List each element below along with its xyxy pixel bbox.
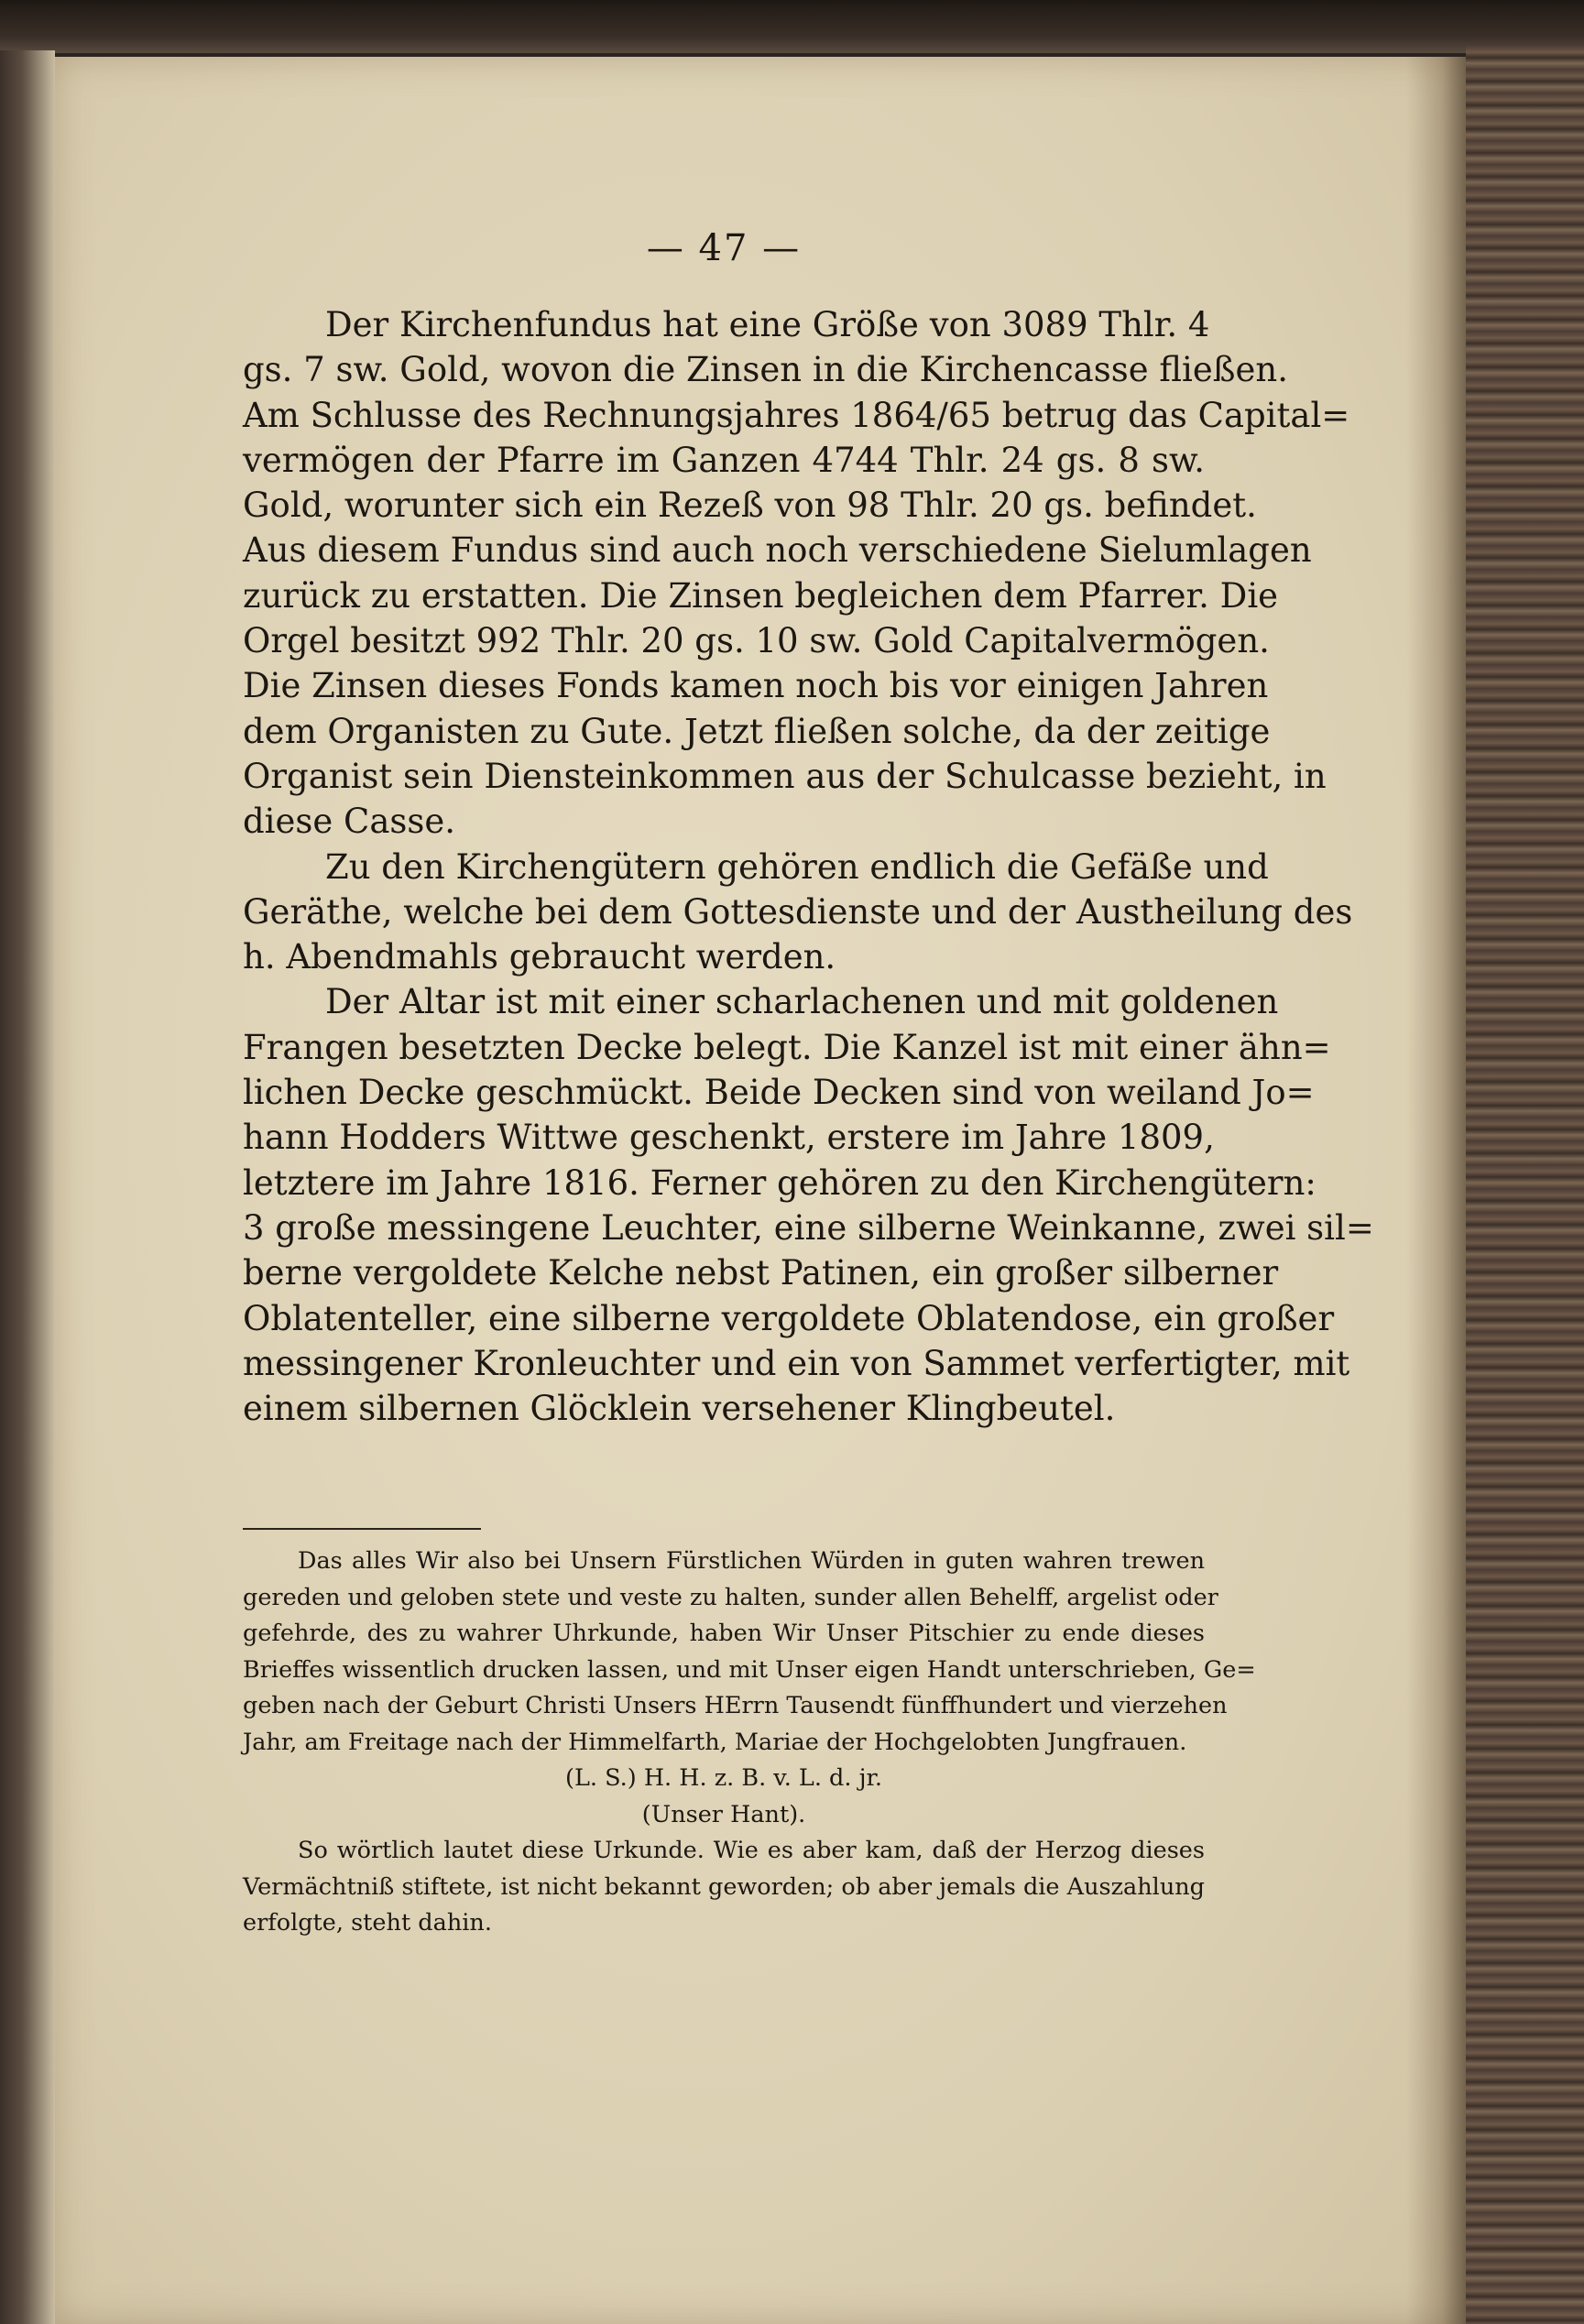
footnote-line: (L. S.) H. H. z. B. v. L. d. jr.	[565, 1764, 882, 1792]
footnote-line: Vermächtniß stiftete, ist nicht bekannt geworden; ob aber jemals die Auszahlung	[243, 1872, 1205, 1901]
left-page-edge	[0, 50, 55, 2324]
text-line: lichen Decke geschmückt. Beide Decken sind von weiland Jo=	[243, 1073, 1315, 1113]
text-line: Der Altar ist mit einer scharlachenen und mit goldenen	[325, 982, 1279, 1022]
book-cover-edge	[1466, 46, 1584, 2324]
text-line: Der Kirchenfundus hat eine Größe von 3089 Thlr. 4	[325, 305, 1210, 344]
text-line: messingener Kronleuchter und ein von Sammet verfertigter, mit	[243, 1343, 1350, 1383]
text-line: Gold, worunter sich ein Rezeß von 98 Thlr. 20 gs. befindet.	[243, 486, 1257, 526]
text-line: zurück zu erstatten. Die Zinsen begleichen dem Pfarrer. Die	[243, 575, 1279, 616]
text-line: Die Zinsen dieses Fonds kamen noch bis vor einigen Jahren	[243, 666, 1269, 706]
text-line: Zu den Kirchengütern gehören endlich die Gefäße und	[325, 846, 1269, 887]
text-line: Am Schlusse des Rechnungsjahres 1864/65 betrug das Capital=	[243, 395, 1350, 435]
text-line: Organist sein Diensteinkommen aus der Schulcasse bezieht, in	[243, 756, 1327, 796]
text-line: Aus diesem Fundus sind auch noch verschiedene Sielumlagen	[243, 530, 1312, 571]
text-line: 3 große messingene Leuchter, eine silberne Weinkanne, zwei sil=	[243, 1207, 1374, 1248]
footnote-line: Brieffes wissentlich drucken lassen, und mit Unser eigen Handt unterschrieben, Ge=	[243, 1655, 1256, 1684]
text-line: Geräthe, welche bei dem Gottesdienste und der Austheilung des	[243, 891, 1353, 932]
footnote-block	[243, 1544, 1256, 1942]
main-text-block	[243, 302, 1374, 1431]
top-edge	[0, 0, 1584, 53]
text-line: gs. 7 sw. Gold, wovon die Zinsen in die Kirchencasse fließen.	[243, 350, 1288, 390]
footnote-line: Jahr, am Freitage nach der Himmelfarth, Mariae der Hochgelobten Jungfrauen.	[243, 1728, 1187, 1756]
text-line: vermögen der Pfarre im Ganzen 4744 Thlr. 24 gs. 8 sw.	[243, 440, 1205, 480]
footnote-line: gefehrde, des zu wahrer Uhrkunde, haben Wir Unser Pitschier zu ende dieses	[243, 1620, 1205, 1647]
text-line: Oblatenteller, eine silberne vergoldete Oblatendose, ein großer	[243, 1298, 1335, 1338]
footnote-line: geben nach der Geburt Christi Unsers HErrn Tausendt fünffhundert und vierzehen	[243, 1692, 1228, 1719]
text-line: diese Casse.	[243, 802, 456, 842]
text-line: hann Hodders Wittwe geschenkt, erstere im Jahre 1809,	[243, 1118, 1215, 1158]
text-line: Frangen besetzten Decke belegt. Die Kanzel ist mit einer ähn=	[243, 1027, 1331, 1067]
footnote-line: gereden und geloben stete und veste zu halten, sunder allen Behelff, argelist oder	[243, 1583, 1218, 1611]
text-line: berne vergoldete Kelche nebst Patinen, ein großer silberner	[243, 1253, 1279, 1293]
footnote-rule	[243, 1528, 481, 1530]
text-line: h. Abendmahls gebraucht werden.	[243, 937, 836, 977]
footnote-line: (Unser Hant).	[641, 1800, 806, 1828]
footnote-line: So wörtlich lautet diese Urkunde. Wie es aber kam, daß der Herzog dieses	[298, 1837, 1205, 1864]
footnote-line: Das alles Wir also bei Unsern Fürstlichen Würden in guten wahren trewen	[298, 1547, 1205, 1575]
page-number: — 47 —	[646, 227, 802, 269]
text-line: Orgel besitzt 992 Thlr. 20 gs. 10 sw. Gold Capitalvermögen.	[243, 621, 1270, 661]
text-line: einem silbernen Glöcklein versehener Klingbeutel.	[243, 1389, 1116, 1429]
page-fold-shadow	[1406, 57, 1466, 2324]
text-line: dem Organisten zu Gute. Jetzt fließen solche, da der zeitige	[243, 711, 1271, 751]
text-line: letztere im Jahre 1816. Ferner gehören zu den Kirchengütern:	[243, 1162, 1316, 1203]
footnote-line: erfolgte, steht dahin.	[243, 1909, 492, 1937]
